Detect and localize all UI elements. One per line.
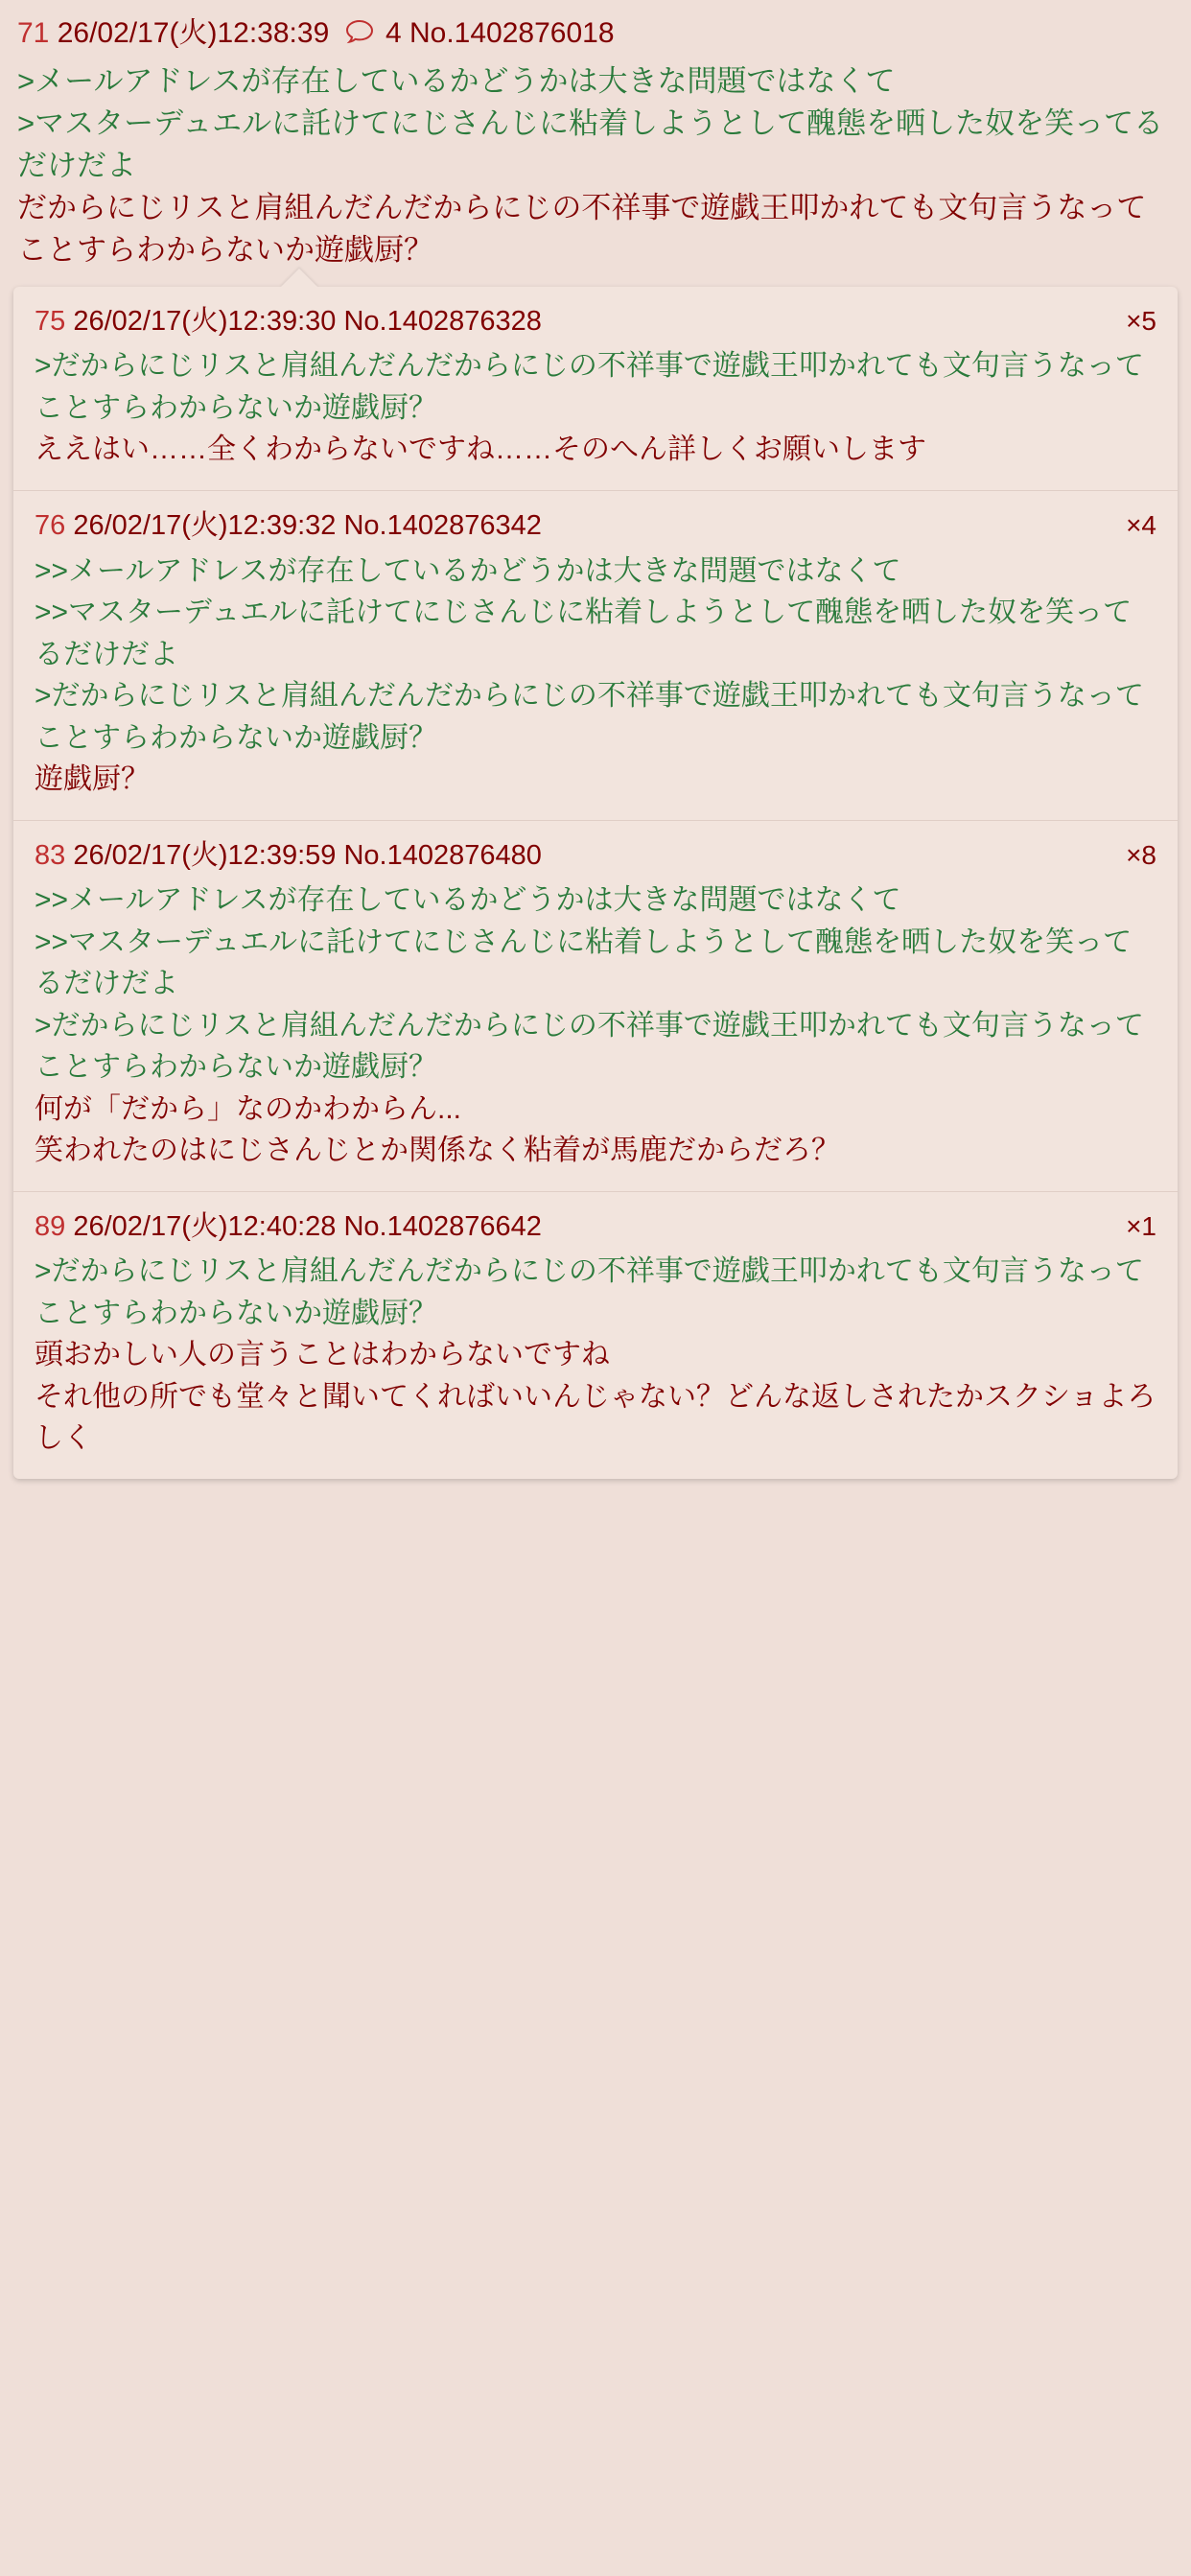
reply-popup-wrapper (13, 287, 1178, 1479)
post-line-text: 笑われたのはにじさんじとか関係なく粘着が馬鹿だからだろ？ (35, 1135, 840, 1167)
popup-post-body (35, 550, 1156, 801)
popup-post-number[interactable]: 89 (35, 1210, 66, 1242)
popup-post-meta-left (35, 508, 1114, 545)
post-line-text: 頭おかしい人の言うことはわからないですね (35, 1339, 610, 1371)
parent-post-id: No.1402876018 (409, 17, 615, 49)
popup-arrow (280, 269, 318, 288)
popup-post-id: No.1402876342 (343, 509, 542, 541)
parent-post-reply-count: 4 (385, 17, 402, 49)
popup-post-date: 26/02/17(火)12:39:30 (73, 305, 337, 337)
parent-post-meta (17, 13, 1174, 57)
popup-post-date: 26/02/17(火)12:40:28 (73, 1210, 337, 1242)
post-line-quote: >マスターデュエルに託けてにじさんじに粘着しようとして醜態を晒した奴を笑ってるだけだよ (17, 105, 1164, 182)
post-line-text: それ他の所でも堂々と聞いてくればいいんじゃない？どんな返しされたかスクショよろしく (35, 1380, 1156, 1455)
popup-post-meta (35, 508, 1156, 545)
popup-post-id: No.1402876328 (343, 305, 542, 337)
popup-reply-post[interactable] (13, 491, 1178, 821)
popup-post-meta-left (35, 304, 1114, 340)
post-line-quote: >>メールアドレスが存在しているかどうかは大きな問題ではなくて (35, 554, 901, 587)
popup-post-body (35, 345, 1156, 471)
post-line-quote: >だからにじリスと肩組んだんだからにじの不祥事で遊戯王叩かれても文句言うなってことすらわからないか遊戯厨？ (35, 680, 1144, 754)
post-line-quote: >だからにじリスと肩組んだんだからにじの不祥事で遊戯王叩かれても文句言うなってことすらわからないか遊戯厨？ (35, 1255, 1144, 1329)
speech-bubble-icon[interactable] (345, 15, 374, 57)
post-line-text: 遊戯厨？ (35, 763, 150, 796)
popup-post-reply-badge: ×8 (1126, 839, 1156, 870)
post-line-text: だからにじリスと肩組んだんだからにじの不祥事で遊戯王叩かれても文句言うなってことすらわからないか遊戯厨？ (17, 190, 1147, 267)
popup-post-meta (35, 304, 1156, 340)
popup-post-id: No.1402876480 (343, 839, 542, 871)
popup-post-date: 26/02/17(火)12:39:32 (73, 509, 337, 541)
post-line-quote: >>マスターデュエルに託けてにじさんじに粘着しようとして醜態を晒した奴を笑ってるだけだよ (35, 925, 1133, 1000)
post-line-quote: >だからにじリスと肩組んだんだからにじの不祥事で遊戯王叩かれても文句言うなってことすらわからないか遊戯厨？ (35, 350, 1144, 424)
popup-post-number[interactable]: 75 (35, 305, 66, 337)
popup-post-meta-left (35, 838, 1114, 875)
reply-popup (13, 287, 1178, 1479)
parent-post-body (17, 60, 1174, 271)
post-line-quote: >メールアドレスが存在しているかどうかは大きな問題ではなくて (17, 63, 896, 98)
popup-post-number[interactable]: 83 (35, 839, 66, 871)
parent-post-date: 26/02/17(火)12:38:39 (57, 17, 330, 49)
popup-post-meta (35, 838, 1156, 875)
popup-post-number[interactable]: 76 (35, 509, 66, 541)
popup-post-body (35, 1251, 1156, 1460)
post-line-text: ええはい……全くわからないですね……そのへん詳しくお願いします (35, 433, 926, 466)
popup-post-meta-left (35, 1209, 1114, 1246)
popup-reply-post[interactable] (13, 1192, 1178, 1479)
popup-post-body (35, 879, 1156, 1172)
popup-post-id: No.1402876642 (343, 1210, 542, 1242)
post-line-quote: >>メールアドレスが存在しているかどうかは大きな問題ではなくて (35, 884, 901, 917)
popup-post-reply-badge: ×1 (1126, 1210, 1156, 1241)
post-line-quote: >>マスターデュエルに託けてにじさんじに粘着しようとして醜態を晒した奴を笑ってるだけだよ (35, 597, 1133, 670)
popup-reply-post[interactable] (13, 821, 1178, 1192)
popup-post-reply-badge: ×5 (1126, 305, 1156, 336)
post-line-text: 何が「だから」なのかわからん... (35, 1092, 462, 1125)
parent-post (0, 0, 1191, 277)
post-line-quote: >だからにじリスと肩組んだんだからにじの不祥事で遊戯王叩かれても文句言うなってことすらわからないか遊戯厨？ (35, 1009, 1144, 1084)
popup-post-date: 26/02/17(火)12:39:59 (73, 839, 337, 871)
popup-post-meta (35, 1209, 1156, 1246)
popup-post-reply-badge: ×4 (1126, 509, 1156, 540)
popup-reply-post[interactable] (13, 287, 1178, 491)
parent-post-number[interactable]: 71 (17, 17, 50, 49)
